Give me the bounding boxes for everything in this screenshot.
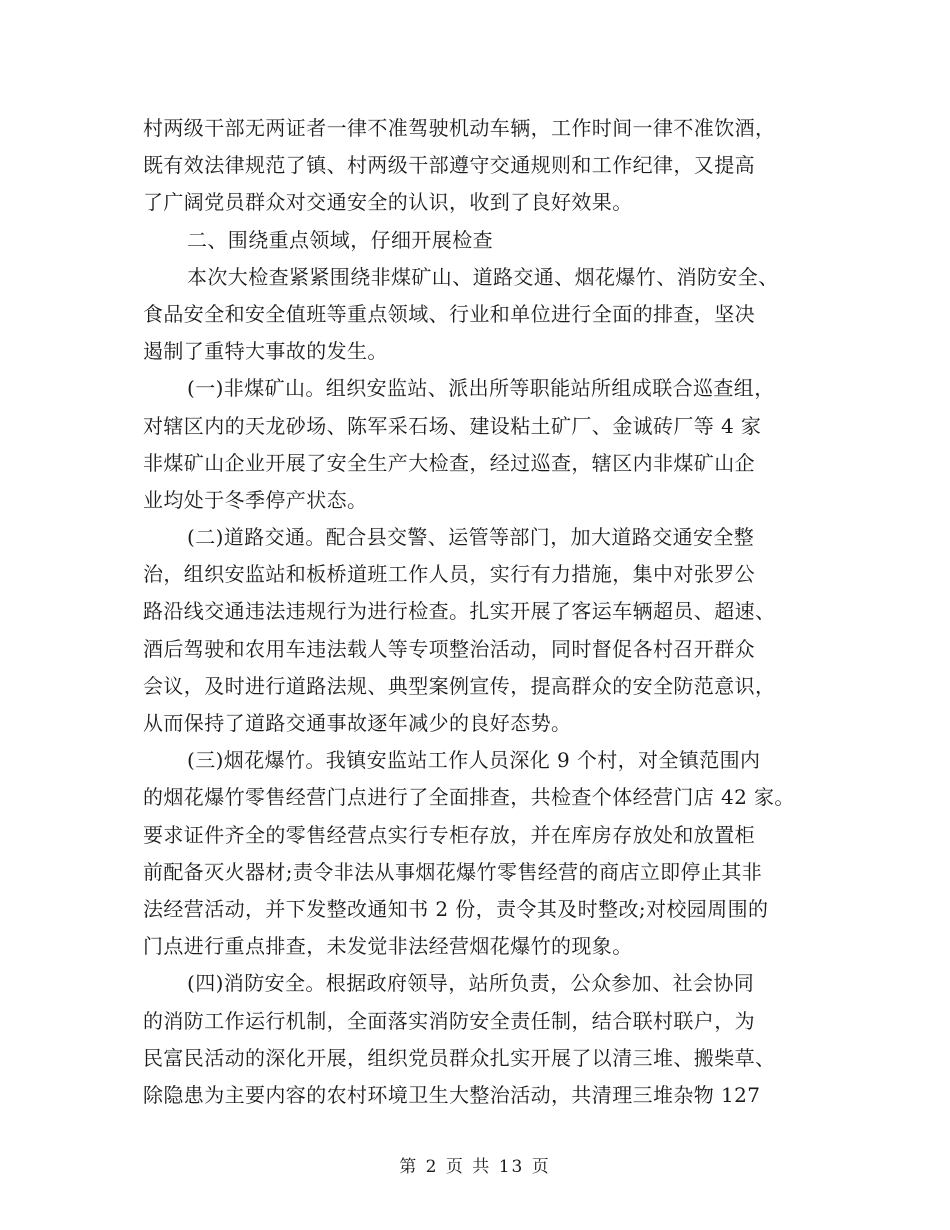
- text-line: 民富民活动的深化开展，组织党员群众扎实开展了以清三堆、搬柴草、: [143, 1045, 776, 1070]
- text-line: 遏制了重特大事故的发生。: [143, 339, 388, 364]
- text-line: 门点进行重点排查，未发觉非法经营烟花爆竹的现象。: [143, 934, 633, 959]
- paragraph-first-line: 本次大检查紧紧围绕非煤矿山、道路交通、烟花爆竹、消防安全、: [187, 264, 779, 289]
- text-line: 要求证件齐全的零售经营点实行专柜存放，并在库房存放处和放置柜: [143, 822, 755, 847]
- section-heading: 二、围绕重点领域，仔细开展检查: [187, 227, 493, 252]
- paragraph-first-line: (四)消防安全。根据政府领导，站所负责，公众参加、社会协同: [187, 971, 755, 996]
- text-line: 前配备灭火器材;责令非法从事烟花爆竹零售经营的商店立即停止其非: [143, 859, 763, 884]
- text-line: 食品安全和安全值班等重点领域、行业和单位进行全面的排查，坚决: [143, 301, 755, 326]
- text-line: 从而保持了道路交通事故逐年减少的良好态势。: [143, 711, 572, 735]
- text-line: 村两级干部无两证者一律不准驾驶机动车辆，工作时间一律不准饮酒，: [143, 116, 776, 140]
- text-line: 法经营活动，并下发整改通知书 2 份，责令其及时整改;对校园周围的: [143, 896, 769, 921]
- paragraph-first-line: (一)非煤矿山。组织安监站、派出所等职能站所组成联合巡查组，: [187, 376, 775, 401]
- text-line: 业均处于冬季停产状态。: [143, 487, 368, 512]
- text-line: 了广阔党员群众对交通安全的认识，收到了良好效果。: [143, 190, 633, 215]
- page-number-footer: 第 2 页 共 13 页: [399, 1157, 551, 1177]
- text-line: 非煤矿山企业开展了安全生产大检查，经过巡查，辖区内非煤矿山企: [143, 450, 755, 475]
- document-body: [143, 110, 811, 1114]
- text-line: 除隐患为主要内容的农村环境卫生大整治活动，共清理三堆杂物 127: [143, 1082, 761, 1107]
- text-line: 对辖区内的天龙砂场、陈军采石场、建设粘土矿厂、金诚砖厂等 4 家: [143, 413, 762, 438]
- text-line: 治，组织安监站和板桥道班工作人员，实行有力措施，集中对张罗公: [143, 562, 755, 587]
- text-line: 酒后驾驶和农用车违法载人等专项整治活动，同时督促各村召开群众: [143, 636, 755, 661]
- paragraph-first-line: (三)烟花爆竹。我镇安监站工作人员深化 9 个村，对全镇范围内: [187, 748, 761, 773]
- paragraph-first-line: (二)道路交通。配合县交警、运管等部门，加大道路交通安全整: [187, 525, 755, 550]
- text-line: 会议，及时进行道路法规、典型案例宣传，提高群众的安全防范意识，: [143, 673, 776, 698]
- text-line: 的烟花爆竹零售经营门点进行了全面排查，共检查个体经营门店 42 家。: [143, 785, 795, 810]
- text-line: 既有效法律规范了镇、村两级干部遵守交通规则和工作纪律，又提高: [143, 153, 755, 178]
- text-line: 的消防工作运行机制，全面落实消防安全责任制，结合联村联户，为: [143, 1008, 755, 1033]
- text-line: 路沿线交通违法违规行为进行检查。扎实开展了客运车辆超员、超速、: [143, 599, 776, 624]
